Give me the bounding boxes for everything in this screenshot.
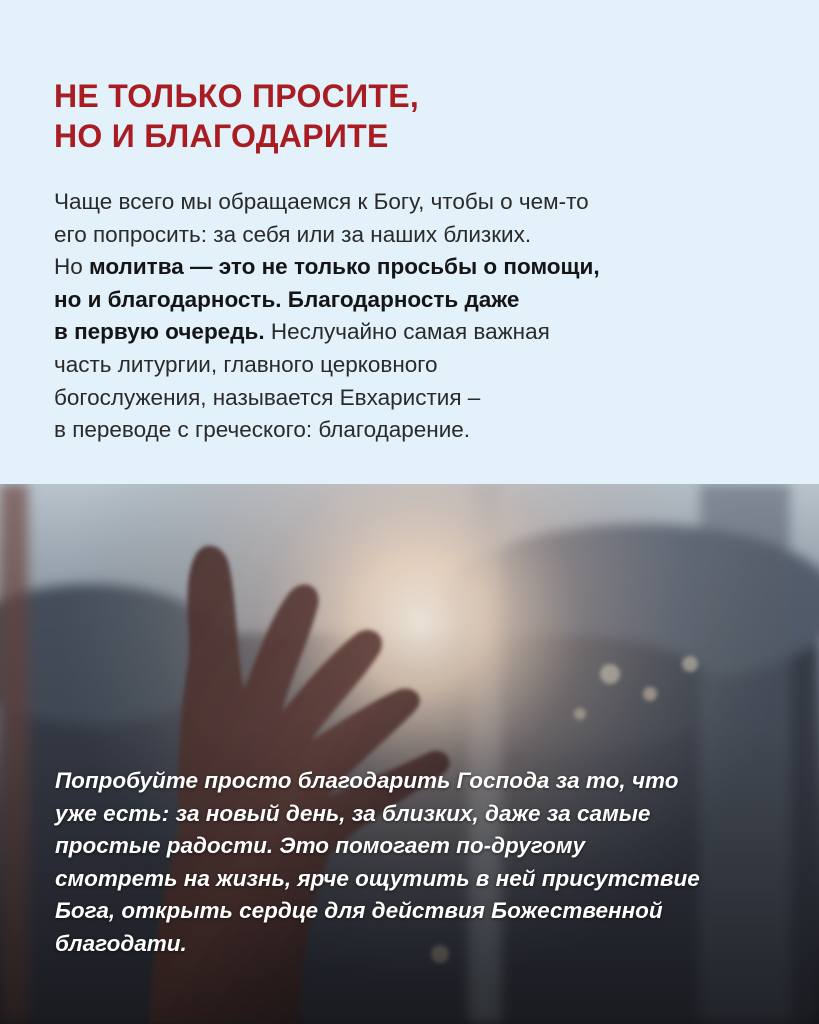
title-line-2: НО И БЛАГОДАРИТЕ [54,118,389,154]
paragraph-text: Неслучайно самая важная [264,319,550,345]
page-title [54,76,419,156]
intro-paragraph [54,186,774,447]
paragraph-emphasis: молитва — это не только просьбы о помощи, [89,254,600,280]
paragraph-line: в переводе с греческого: благодарение. [54,417,471,443]
caption-line: простые радости. Это помогает по-другому [55,833,586,858]
title-line-1: НЕ ТОЛЬКО ПРОСИТЕ, [54,78,420,114]
paragraph-line: его попросить: за себя или за наших близких. [54,221,532,247]
paragraph-line-mixed [54,251,774,284]
caption-line: Попробуйте просто благодарить Господа за то, что [55,768,679,793]
paragraph-line: часть литургии, главного церковного [54,351,438,377]
caption-line: смотреть на жизнь, ярче ощутить в ней присутствие [55,865,700,891]
photo-caption [55,765,805,960]
caption-line: уже есть: за новый день, за близких, даже за самые [55,800,651,826]
paragraph-emphasis: но и благодарность. Благодарность даже [54,286,520,312]
caption-line: Бога, открыть сердце для действия Божественной [55,898,663,923]
caption-line: благодати. [55,930,187,956]
top-text-panel [0,0,819,484]
paragraph-line: Чаще всего мы обращаемся к Богу, чтобы о чем-то [54,189,589,214]
paragraph-line-bold [54,284,774,317]
paragraph-emphasis: в первую очередь. [54,319,265,345]
paragraph-text: Но [54,254,90,280]
paragraph-line-mixed [54,316,774,349]
paragraph-line: богослужения, называется Евхаристия – [54,384,481,410]
